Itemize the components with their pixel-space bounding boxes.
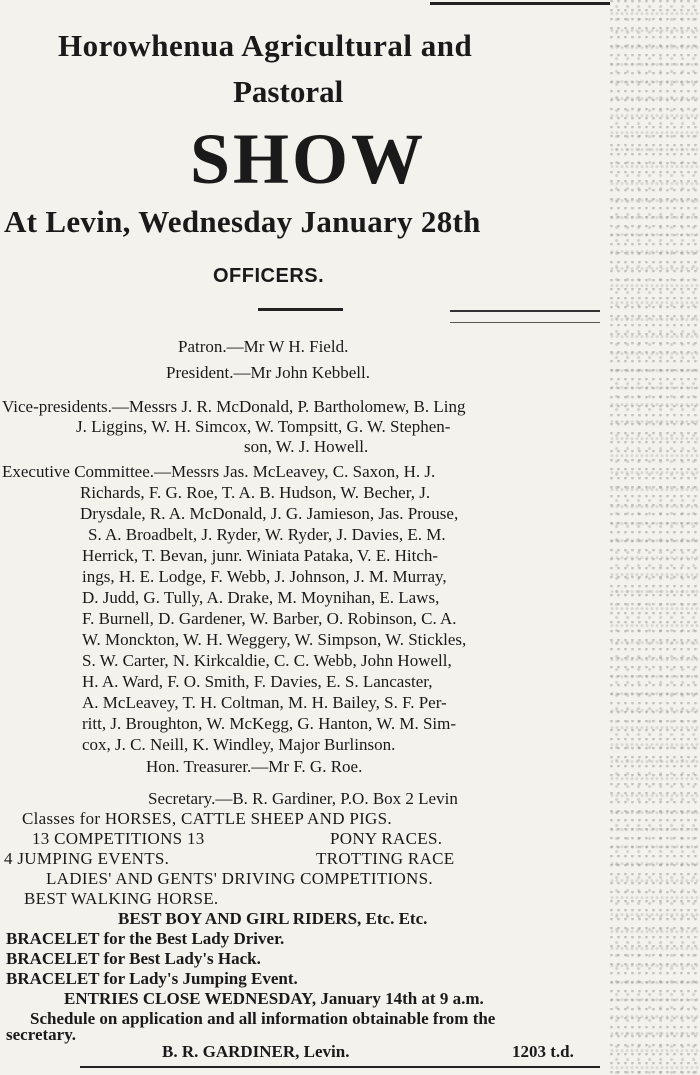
executive-line: D. Judd, G. Tully, A. Drake, M. Moynihan, E. Laws, <box>82 588 440 607</box>
executive-line: cox, J. C. Neill, K. Windley, Major Burlinson. <box>82 735 396 754</box>
reference-code: 1203 t.d. <box>512 1042 574 1061</box>
executive-line: Drysdale, R. A. McDonald, J. G. Jamieson, Jas. Prouse, <box>80 504 459 523</box>
executive-line: F. Burnell, D. Gardener, W. Barber, O. Robinson, C. A. <box>82 609 457 628</box>
executive-line: H. A. Ward, F. O. Smith, F. Davies, E. S. Lancaster, <box>82 672 433 691</box>
bracelet-line: BRACELET for Best Lady's Hack. <box>6 949 261 968</box>
executive-line: S. W. Carter, N. Kirkcaldie, C. C. Webb, John Howell, <box>82 651 452 670</box>
title-line-1: Horowhenua Agricultural and <box>58 28 473 63</box>
footer-rule <box>80 1066 600 1068</box>
show-heading: SHOW <box>190 119 427 199</box>
vice-presidents-line: J. Liggins, W. H. Simcox, W. Tompsitt, G. W. Stephen- <box>76 417 451 436</box>
entries-line: ENTRIES CLOSE WEDNESDAY, January 14th at 9 a.m. <box>64 989 484 1008</box>
executive-line: S. A. Broadbelt, J. Ryder, W. Ryder, J. Davies, E. M. <box>88 525 446 544</box>
date-line: At Levin, Wednesday January 28th <box>4 204 481 239</box>
secretary-line: Secretary.—B. R. Gardiner, P.O. Box 2 Levin <box>148 789 458 808</box>
divider-rule <box>258 308 343 311</box>
riders-line: BEST BOY AND GIRL RIDERS, Etc. Etc. <box>118 909 428 928</box>
walking-horse-line: BEST WALKING HORSE. <box>24 889 219 908</box>
patron-line: Patron.—Mr W H. Field. <box>178 337 349 356</box>
driving-line: LADIES' AND GENTS' DRIVING COMPETITIONS. <box>46 869 433 888</box>
signature-line: B. R. GARDINER, Levin. <box>162 1042 350 1061</box>
divider-rule-right-thin <box>450 322 600 323</box>
schedule-line: Schedule on application and all information obtainable from the <box>30 1009 496 1028</box>
president-line: President.—Mr John Kebbell. <box>166 363 370 382</box>
vice-presidents-line: son, W. J. Howell. <box>244 437 369 456</box>
executive-line: ritt, J. Broughton, W. McKegg, G. Hanton, W. M. Sim- <box>82 714 457 733</box>
bracelet-line: BRACELET for the Best Lady Driver. <box>6 929 285 948</box>
classes-line: Classes for HORSES, CATTLE SHEEP AND PIGS. <box>22 809 392 828</box>
divider-rule-right <box>450 310 600 312</box>
executive-line: Herrick, T. Bevan, junr. Winiata Pataka, V. E. Hitch- <box>82 546 439 565</box>
pony-races-line: PONY RACES. <box>330 829 443 848</box>
executive-line: ings, H. E. Lodge, F. Webb, J. Johnson, J. M. Murray, <box>82 567 447 586</box>
executive-line: Executive Committee.—Messrs Jas. McLeavey, C. Saxon, H. J. <box>2 462 436 481</box>
jumping-line: 4 JUMPING EVENTS. <box>4 849 170 868</box>
title-line-2: Pastoral <box>233 74 344 109</box>
bracelet-line: BRACELET for Lady's Jumping Event. <box>6 969 298 988</box>
vice-presidents-line: Vice-presidents.—Messrs J. R. McDonald, P. Bartholomew, B. Ling <box>2 397 466 416</box>
top-rule <box>430 2 610 5</box>
officers-heading: OFFICERS. <box>213 265 325 287</box>
competitions-line: 13 COMPETITIONS 13 <box>32 829 205 848</box>
schedule-line-cont: secretary. <box>6 1025 77 1044</box>
treasurer-line: Hon. Treasurer.—Mr F. G. Roe. <box>146 757 363 776</box>
executive-line: W. Monckton, W. H. Weggery, W. Simpson, W. Stickles, <box>82 630 467 649</box>
trotting-line: TROTTING RACE <box>316 849 455 868</box>
executive-line: A. McLeavey, T. H. Coltman, M. H. Bailey, S. F. Per- <box>82 693 447 712</box>
executive-line: Richards, F. G. Roe, T. A. B. Hudson, W. Becher, J. <box>80 483 431 502</box>
page-edge-texture <box>610 0 700 1075</box>
